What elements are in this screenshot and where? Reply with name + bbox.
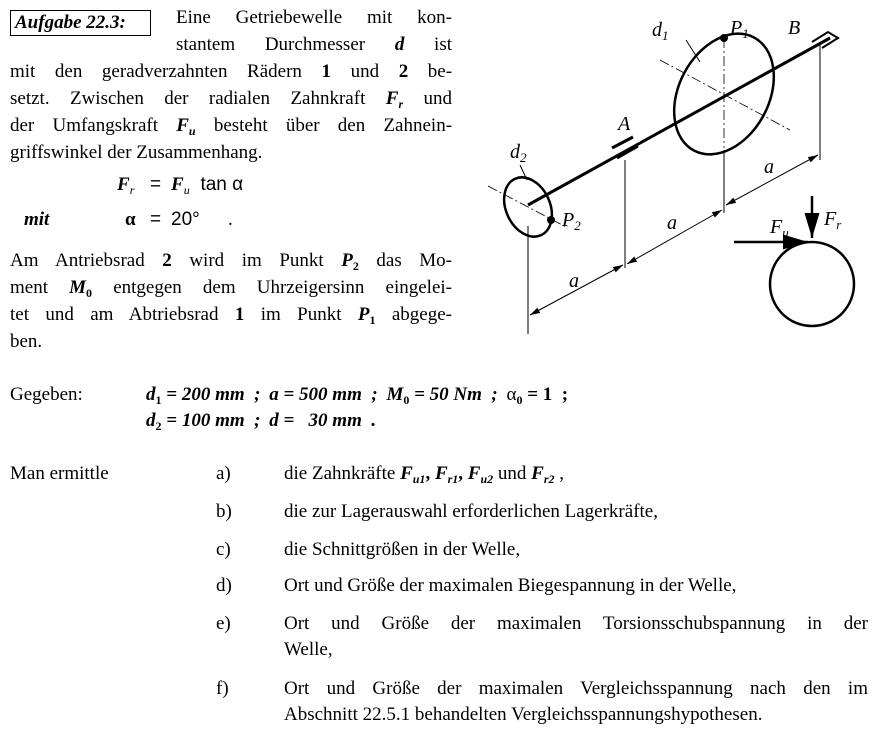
given-row-2: $d_2 = 100$ mm ; d = 30 mm . bbox=[146, 410, 377, 433]
task-a-letter: a) bbox=[216, 463, 231, 484]
gear-2-axis-d bbox=[488, 186, 568, 228]
formula-eq-1: = bbox=[150, 174, 162, 195]
drive-line-2: ment $M_0$ entgegen dem Uhrzeigersinn eingelei- bbox=[10, 277, 452, 300]
task-f-text-1: Ort und Größe der maximalen Vergleichsspannung nach den im bbox=[284, 678, 868, 699]
task-b-letter: b) bbox=[216, 501, 232, 522]
task-c-letter: c) bbox=[216, 539, 231, 560]
formula-line-1: $F_r$ bbox=[117, 174, 135, 197]
point-p1 bbox=[720, 34, 728, 42]
label-p1: $P_1$ bbox=[730, 17, 749, 41]
intro-line-2: stantem Durchmesser d ist bbox=[176, 34, 452, 55]
bearing-a-mark-1 bbox=[612, 137, 633, 148]
given-label: Gegeben: bbox=[10, 384, 83, 405]
formula-alpha: α bbox=[125, 209, 136, 230]
task-e-text-1: Ort und Größe der maximalen Torsionsschubspannung in der bbox=[284, 613, 868, 634]
task-list-label: Man ermittle bbox=[10, 463, 109, 484]
drive-line-3: tet und am Abtriebsrad 1 im Punkt $P_1$ abgege- bbox=[10, 304, 452, 327]
intro-line-4: setzt. Zwischen der radialen Zahnkraft $F_r$ und bbox=[10, 88, 452, 111]
formula-dot: . bbox=[228, 209, 233, 230]
drive-line-1: Am Antriebsrad 2 wird im Punkt $P_2$ das Mo- bbox=[10, 250, 453, 273]
label-fr: $F_r$ bbox=[824, 208, 842, 232]
intro-line-1: Eine Getriebewelle mit kon- bbox=[176, 7, 452, 28]
formula-eq-2: = bbox=[150, 209, 162, 230]
formula-rhs: $F_u$ tan α bbox=[171, 174, 244, 197]
intro-line-5: der Umfangskraft $F_u$ besteht über den Zahnein- bbox=[10, 115, 453, 138]
label-p2: $P_2$ bbox=[562, 209, 581, 233]
label-b: B bbox=[788, 17, 801, 39]
var-d: d bbox=[394, 34, 405, 55]
shaft-line bbox=[528, 38, 830, 205]
formula-alpha-value: 20° bbox=[171, 209, 200, 230]
task-b-text: die zur Lagerauswahl erforderlichen Lagerkräfte, bbox=[284, 501, 658, 522]
intro-line-3: mit den geradverzahnten Rädern 1 und 2 be- bbox=[10, 61, 453, 82]
task-e-text-2: Welle, bbox=[284, 639, 333, 660]
label-dim-a-1: a bbox=[569, 270, 579, 292]
point-p2 bbox=[547, 216, 555, 224]
task-d-text: Ort und Größe der maximalen Biegespannung in der Welle, bbox=[284, 575, 737, 596]
label-d2: $d_2$ bbox=[510, 141, 527, 165]
drive-line-4: ben. bbox=[10, 331, 43, 352]
task-a-text: die Zahnkräfte $F_{u1}$, $F_{r1}$, $F_{u2}$ und $F_{r2}$ , bbox=[284, 463, 565, 486]
task-f-letter: f) bbox=[216, 678, 229, 699]
task-label: Aufgabe 22.3: bbox=[10, 10, 151, 36]
label-dim-a-2: a bbox=[667, 212, 677, 234]
shaft-figure bbox=[460, 0, 877, 345]
task-d-letter: d) bbox=[216, 575, 232, 596]
label-a-bearing: A bbox=[618, 113, 631, 135]
label-fu: $F_u$ bbox=[770, 216, 789, 240]
label-dim-a-3: a bbox=[764, 156, 774, 178]
intro-line-6: griffswinkel der Zusammenhang. bbox=[10, 142, 263, 163]
given-row-1: $d_1 = 200$ mm ; a = 500 mm ; $M_0 = 50$ Nm ; $\alpha_0 = 1$ ; bbox=[146, 384, 569, 407]
label-d1: $d_1$ bbox=[652, 19, 669, 43]
bearing-a-mark-2 bbox=[617, 146, 638, 158]
task-e-letter: e) bbox=[216, 613, 231, 634]
formula-mit: mit bbox=[24, 209, 50, 230]
task-f-text-2: Abschnitt 22.5.1 behandelten Vergleichsspannungshypothesen. bbox=[284, 704, 763, 725]
task-c-text: die Schnittgrößen in der Welle, bbox=[284, 539, 521, 560]
force-detail-circle bbox=[770, 242, 854, 326]
